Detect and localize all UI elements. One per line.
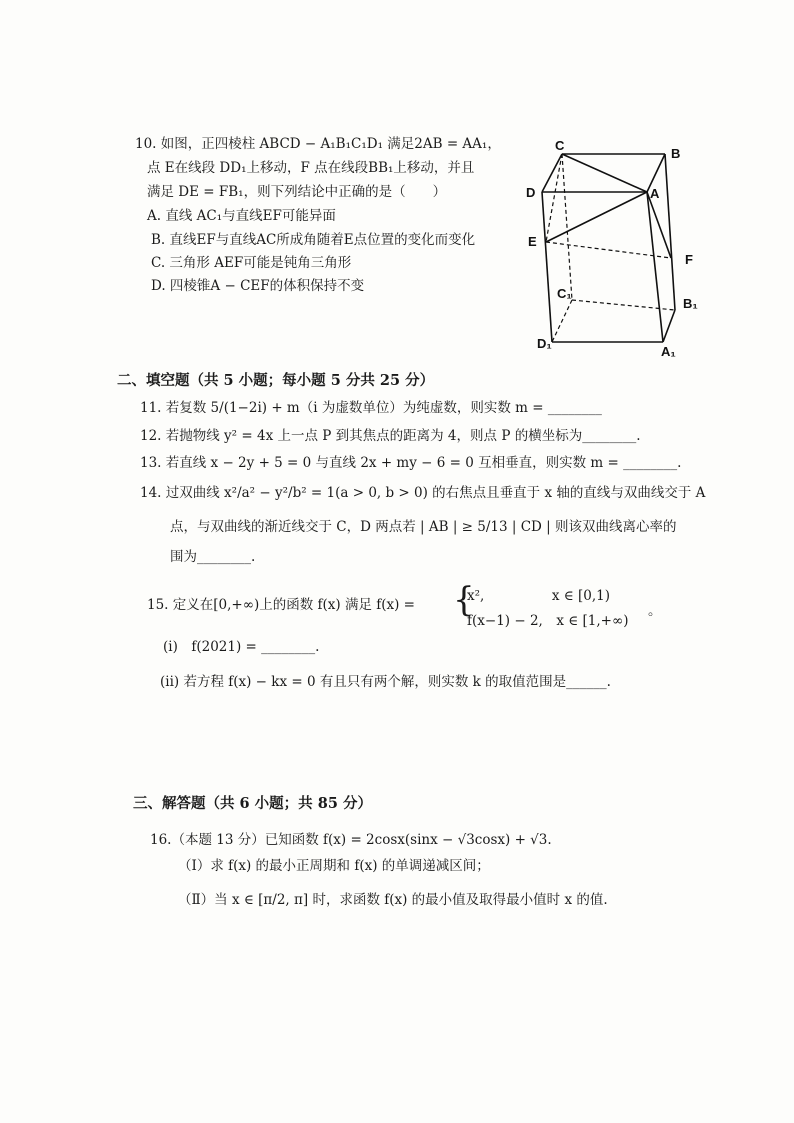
q15-case1: x², x ∈ [0,1) (467, 588, 611, 604)
q14-line1: 14. 过双曲线 x²/a² − y²/b² = 1(a > 0, b > 0) 的右焦点且垂直于 x 轴的直线与双曲线交于 A (140, 485, 706, 501)
q16-part-II: （Ⅱ）当 x ∈ [π/2, π] 时，求函数 f(x) 的最小值及取得最小值时 x 的值. (178, 892, 608, 908)
q10-stem-line2: 点 E在线段 DD₁上移动，F 点在线段BB₁上移动，并且 (147, 160, 475, 176)
label-D1: D₁ (537, 336, 552, 351)
label-F: F (685, 252, 693, 267)
diagonal-CA (562, 154, 647, 192)
label-C: C (555, 138, 565, 153)
q11: 11. 若复数 5/(1−2i) + m（i 为虚数单位）为纯虚数，则实数 m = ________ (140, 400, 602, 416)
label-D: D (526, 185, 536, 200)
section-2-title: 二、填空题（共 5 小题；每小题 5 分共 25 分） (117, 372, 435, 389)
q10-option-c: C. 三角形 AEF可能是钝角三角形 (151, 255, 352, 271)
hidden-edge-CC1 (562, 154, 572, 300)
q15-part-ii: (ii) 若方程 f(x) − kx = 0 有且只有两个解，则实数 k 的取值范围是______. (160, 674, 611, 690)
q10-stem-line1: 10. 如图，正四棱柱 ABCD − A₁B₁C₁D₁ 满足2AB = AA₁， (135, 136, 501, 152)
q14-line3: 围为________. (170, 549, 256, 565)
q15-period: 。 (648, 603, 662, 619)
q15-part-i: (i) f(2021) = ________. (163, 639, 320, 655)
q16-line1: 16.（本题 13 分）已知函数 f(x) = 2cosx(sinx − √3cosx) + √3. (150, 832, 552, 848)
q10-option-d: D. 四棱锥A − CEF的体积保持不变 (151, 278, 365, 294)
hidden-edge-C1D1 (552, 300, 572, 342)
hidden-segment-CE (546, 154, 562, 242)
label-E: E (528, 234, 537, 249)
q12: 12. 若抛物线 y² = 4x 上一点 P 到其焦点的距离为 4，则点 P 的横坐标为________. (140, 428, 641, 444)
edge-DD1 (542, 192, 552, 342)
label-A1: A₁ (661, 344, 676, 359)
q10-option-a: A. 直线 AC₁与直线EF可能异面 (147, 208, 336, 224)
label-C1: C₁ (557, 286, 572, 301)
q10-stem-line3: 满足 DE = FB₁，则下列结论中正确的是（ ） (147, 184, 447, 200)
edge-A1B1 (663, 310, 675, 342)
q15-line1: 15. 定义在[0,+∞)上的函数 f(x) 满足 f(x) = (147, 597, 415, 613)
prism-figure (515, 130, 715, 360)
edge-DC (542, 154, 562, 192)
piecewise-brace: { (453, 580, 475, 620)
q15-case2: f(x−1) − 2, x ∈ [1,+∞) (467, 613, 629, 629)
label-B: B (671, 146, 681, 161)
q10-option-b: B. 直线EF与直线AC所成角随着E点位置的变化而变化 (151, 232, 476, 248)
label-B1: B₁ (683, 296, 698, 311)
q16-part-I: （Ⅰ）求 f(x) 的最小正周期和 f(x) 的单调递减区间； (178, 858, 490, 874)
segment-AE (546, 192, 647, 242)
q14-line2: 点，与双曲线的渐近线交于 C，D 两点若 | AB | ≥ 5/13 | CD | 则该双曲线离心率的 (170, 519, 677, 535)
label-A: A (650, 186, 660, 201)
q13: 13. 若直线 x − 2y + 5 = 0 与直线 2x + my − 6 = 0 互相垂直，则实数 m = ________. (140, 455, 682, 471)
section-3-title: 三、解答题（共 6 小题；共 85 分） (133, 795, 372, 812)
edge-BB1 (665, 154, 675, 310)
